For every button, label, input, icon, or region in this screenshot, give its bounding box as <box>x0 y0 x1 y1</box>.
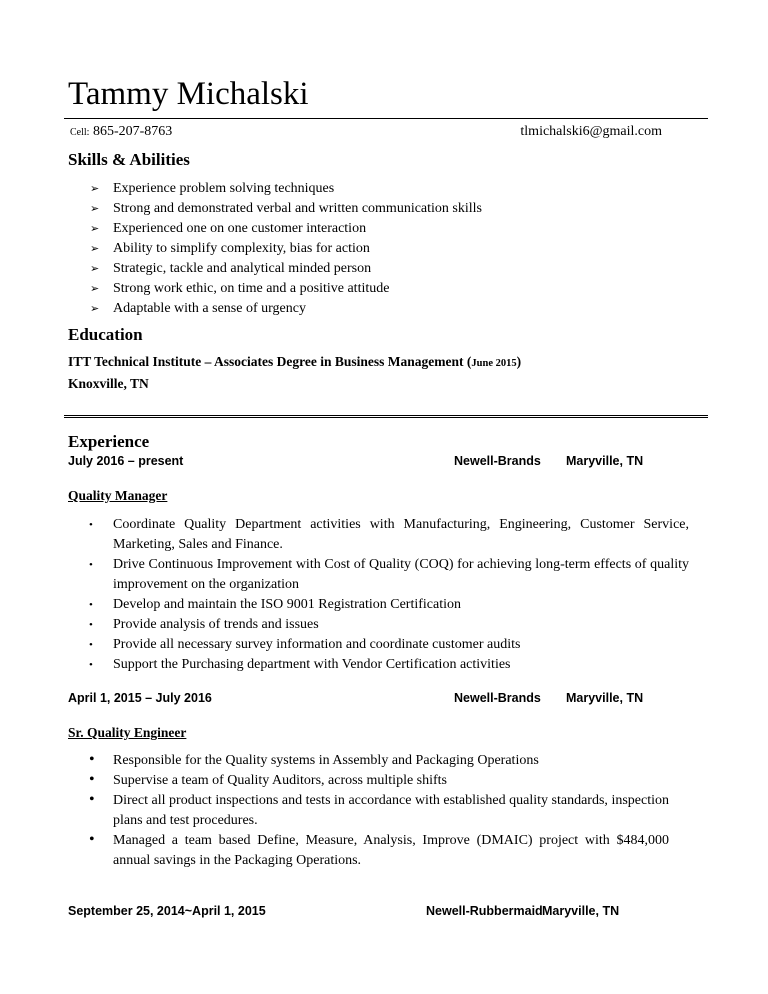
bullet-icon: • <box>89 639 93 651</box>
list-item: ➢ Strong work ethic, on time and a positive attitude <box>90 279 482 299</box>
arrow-bullet-icon: ➢ <box>90 222 100 235</box>
phone-line <box>70 123 172 142</box>
email-address[interactable]: tlmichalski6@gmail.com <box>520 124 662 139</box>
job-company: Newell-Brands <box>454 454 541 468</box>
bullet-icon: • <box>89 619 93 631</box>
job-city: Maryville, TN <box>566 691 644 705</box>
bullet-icon: • <box>89 519 93 531</box>
list-item: ➢ Experienced one on one customer interaction <box>90 219 482 239</box>
list-item: ➢ Experience problem solving techniques <box>90 179 482 199</box>
arrow-bullet-icon: ➢ <box>90 182 100 195</box>
list-item: • Drive Continuous Improvement with Cost of Quality (COQ) for achieving long-term effects of quality improvement on the organization <box>89 557 689 592</box>
list-item: • Coordinate Quality Department activities with Manufacturing, Engineering, Customer Service, Marketing, Sales and Finance. <box>89 517 689 552</box>
job-dates: July 2016 – present <box>68 454 184 468</box>
bullet-icon: • <box>89 791 95 808</box>
job-dates: September 25, 2014~April 1, 2015 <box>68 904 266 918</box>
list-item: ➢ Strategic, tackle and analytical minded person <box>90 259 482 279</box>
cell-label: Cell: <box>70 127 90 138</box>
skills-list <box>90 179 482 319</box>
bullet-icon: • <box>89 831 95 848</box>
list-item: ➢ Adaptable with a sense of urgency <box>90 299 482 319</box>
job-company: Newell-Brands <box>454 691 541 705</box>
list-item: • Supervise a team of Quality Auditors, across multiple shifts <box>89 771 448 788</box>
bullet-icon: • <box>89 771 95 788</box>
arrow-bullet-icon: ➢ <box>90 302 100 315</box>
arrow-bullet-icon: ➢ <box>90 202 100 215</box>
education-heading: Education <box>68 325 143 344</box>
list-item: • Responsible for the Quality systems in Assembly and Packaging Operations <box>89 751 539 768</box>
bullet-icon: • <box>89 559 93 571</box>
job-title: Quality Manager <box>68 488 168 503</box>
bullet-icon: • <box>89 751 95 768</box>
list-item: • Direct all product inspections and tests in accordance with established quality standards, inspection plans and test procedures. <box>89 791 669 828</box>
job-city: Maryville, TN <box>566 454 644 468</box>
list-item: ➢ Ability to simplify complexity, bias for action <box>90 239 482 259</box>
bullet-icon: • <box>89 599 93 611</box>
bullet-icon: • <box>89 659 93 671</box>
job-responsibilities <box>89 515 689 675</box>
candidate-name: Tammy Michalski <box>68 76 309 112</box>
list-item: • Managed a team based Define, Measure, Analysis, Improve (DMAIC) project with $484,000 annual savings in the Packaging Operations. <box>89 831 669 868</box>
arrow-bullet-icon: ➢ <box>90 262 100 275</box>
skills-heading: Skills & Abilities <box>68 150 190 169</box>
arrow-bullet-icon: ➢ <box>90 242 100 255</box>
list-item: • Develop and maintain the ISO 9001 Registration Certification <box>89 595 689 615</box>
list-item: • Provide all necessary survey information and coordinate customer audits <box>89 635 689 655</box>
list-item: ➢ Strong and demonstrated verbal and written communication skills <box>90 199 482 219</box>
section-divider <box>64 415 708 418</box>
education-degree: ITT Technical Institute – Associates Degree in Business Management (June 2015) <box>68 354 522 369</box>
job-title: Sr. Quality Engineer <box>68 725 187 740</box>
header-divider <box>64 118 708 119</box>
job-company: Newell-Rubbermaid <box>426 904 543 918</box>
list-item: • Support the Purchasing department with Vendor Certification activities <box>89 655 689 675</box>
list-item: • Provide analysis of trends and issues <box>89 615 689 635</box>
education-location: Knoxville, TN <box>68 376 149 391</box>
phone-number: 865-207-8763 <box>92 124 173 139</box>
job-responsibilities <box>89 751 669 871</box>
experience-heading: Experience <box>68 432 150 451</box>
education-date: June 2015 <box>471 358 517 369</box>
arrow-bullet-icon: ➢ <box>90 282 100 295</box>
job-city: Maryville, TN <box>542 904 620 918</box>
job-dates: April 1, 2015 – July 2016 <box>68 691 212 705</box>
